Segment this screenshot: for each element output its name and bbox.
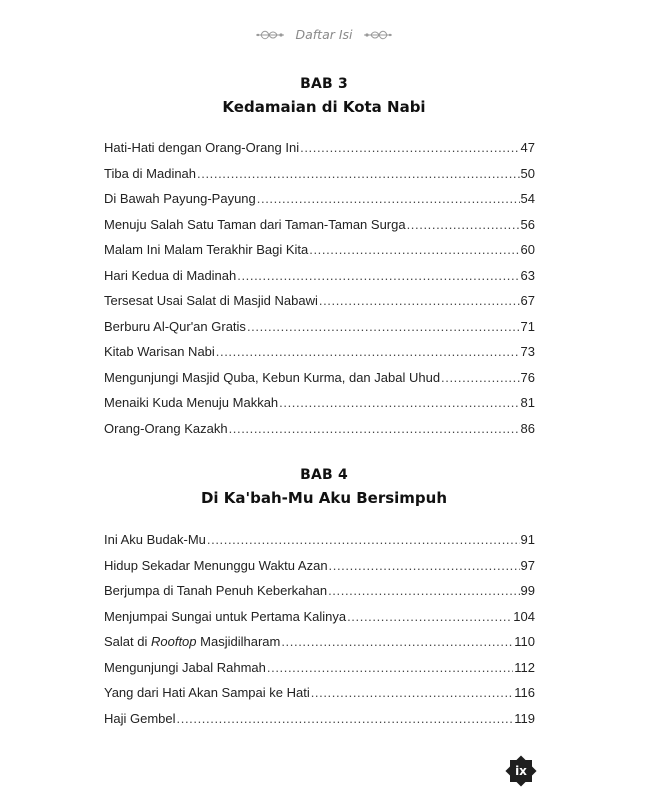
dot-leader bbox=[267, 659, 513, 677]
toc-entry[interactable] bbox=[104, 369, 535, 395]
entry-title: Malam Ini Malam Terakhir Bagi Kita bbox=[104, 242, 309, 257]
dot-leader bbox=[197, 165, 520, 183]
entry-page: 76 bbox=[520, 369, 535, 385]
entry-title: Mengunjungi Jabal Rahmah bbox=[104, 659, 266, 675]
toc-entry[interactable] bbox=[104, 557, 535, 583]
toc-entry[interactable] bbox=[104, 633, 535, 659]
dot-leader bbox=[347, 608, 512, 626]
entry-title: Haji Gembel bbox=[104, 710, 176, 726]
entry-title: Tiba di Madinah bbox=[104, 165, 197, 181]
dot-leader bbox=[311, 684, 514, 702]
dot-leader bbox=[329, 557, 520, 575]
toc-entry[interactable] bbox=[104, 608, 535, 634]
entry-page: 116 bbox=[514, 685, 535, 700]
dot-leader bbox=[279, 394, 519, 412]
toc-entry[interactable] bbox=[104, 318, 535, 344]
entry-page: 47 bbox=[520, 140, 535, 155]
toc-entry[interactable] bbox=[104, 710, 535, 736]
entry-page: 97 bbox=[520, 557, 535, 573]
entry-page: 63 bbox=[520, 267, 535, 283]
entry-title: Hidup Sekadar Menunggu Waktu Azan bbox=[104, 557, 328, 573]
entry-title: Di Bawah Payung-Payung bbox=[104, 191, 256, 206]
entry-title: Berjumpa di Tanah Penuh Keberkahan bbox=[104, 583, 328, 598]
entry-page: 91 bbox=[520, 532, 535, 547]
dot-leader bbox=[247, 318, 520, 336]
dot-leader bbox=[177, 710, 514, 728]
page-number-badge bbox=[503, 753, 539, 789]
chapter-heading-3 bbox=[0, 76, 648, 116]
entry-page: 81 bbox=[520, 395, 535, 410]
entry-title: Kitab Warisan Nabi bbox=[104, 344, 215, 359]
entry-title: Tersesat Usai Salat di Masjid Nabawi bbox=[104, 293, 318, 308]
entry-title: Menaiki Kuda Menuju Makkah bbox=[104, 395, 279, 410]
entry-title: Hari Kedua di Madinah bbox=[104, 267, 237, 283]
toc-entry[interactable] bbox=[104, 241, 535, 267]
toc-entry[interactable] bbox=[104, 139, 535, 165]
dot-leader bbox=[441, 369, 519, 387]
toc-entry[interactable] bbox=[104, 394, 535, 420]
entry-title: Mengunjungi Masjid Quba, Kebun Kurma, dan Jabal Uhud bbox=[104, 369, 441, 385]
dot-leader bbox=[229, 420, 520, 438]
entry-page: 99 bbox=[520, 583, 535, 598]
chapter-title: Di Ka'bah-Mu Aku Bersimpuh bbox=[200, 489, 448, 507]
entry-title-italic: Rooftop bbox=[150, 634, 197, 649]
dot-leader bbox=[309, 241, 519, 259]
dot-leader bbox=[328, 582, 519, 600]
running-header bbox=[0, 27, 648, 42]
dot-leader bbox=[300, 139, 519, 157]
dot-leader bbox=[407, 216, 520, 234]
entry-page: 73 bbox=[520, 344, 535, 359]
dot-leader bbox=[281, 633, 513, 651]
toc-entry[interactable] bbox=[104, 292, 535, 318]
dot-leader bbox=[216, 343, 520, 361]
entry-title-prefix: Salat di bbox=[104, 634, 151, 649]
page-number: ix bbox=[515, 764, 527, 778]
toc-entry[interactable] bbox=[104, 659, 535, 685]
entry-page: 104 bbox=[513, 608, 535, 624]
entry-page: 50 bbox=[520, 165, 535, 181]
entry-title bbox=[104, 633, 280, 651]
left-ornament-icon bbox=[255, 28, 285, 42]
toc-list-chapter-4 bbox=[104, 531, 535, 735]
entry-page: 119 bbox=[514, 710, 535, 726]
entry-title: Yang dari Hati Akan Sampai ke Hati bbox=[104, 685, 310, 700]
entry-page: 112 bbox=[514, 659, 535, 675]
toc-entry[interactable] bbox=[104, 531, 535, 557]
toc-entry[interactable] bbox=[104, 267, 535, 293]
dot-leader bbox=[207, 531, 520, 549]
entry-title: Menuju Salah Satu Taman dari Taman-Taman Surga bbox=[104, 216, 406, 232]
chapter-title: Kedamaian di Kota Nabi bbox=[222, 98, 426, 116]
entry-page: 60 bbox=[520, 242, 535, 257]
toc-entry[interactable] bbox=[104, 343, 535, 369]
running-title: Daftar Isi bbox=[295, 27, 353, 42]
dot-leader bbox=[319, 292, 520, 310]
toc-entry[interactable] bbox=[104, 190, 535, 216]
right-ornament-icon bbox=[363, 28, 393, 42]
chapter-heading-4 bbox=[0, 467, 648, 507]
entry-page: 71 bbox=[520, 318, 535, 334]
entry-page: 56 bbox=[520, 216, 535, 232]
entry-title: Ini Aku Budak-Mu bbox=[104, 532, 206, 547]
toc-entry[interactable] bbox=[104, 216, 535, 242]
entry-page: 54 bbox=[520, 191, 535, 206]
chapter-label: BAB 3 bbox=[300, 76, 348, 92]
dot-leader bbox=[257, 190, 520, 208]
toc-entry[interactable] bbox=[104, 165, 535, 191]
dot-leader bbox=[237, 267, 519, 285]
entry-title-suffix: Masjidilharam bbox=[196, 634, 281, 649]
entry-title: Orang-Orang Kazakh bbox=[104, 420, 228, 436]
toc-entry[interactable] bbox=[104, 684, 535, 710]
toc-entry[interactable] bbox=[104, 420, 535, 446]
toc-list-chapter-3 bbox=[104, 139, 535, 445]
entry-title: Berburu Al-Qur'an Gratis bbox=[104, 318, 246, 334]
entry-title: Hati-Hati dengan Orang-Orang Ini bbox=[104, 140, 300, 155]
entry-title: Menjumpai Sungai untuk Pertama Kalinya bbox=[104, 608, 347, 624]
entry-page: 110 bbox=[514, 634, 535, 649]
entry-page: 67 bbox=[520, 293, 535, 308]
toc-entry[interactable] bbox=[104, 582, 535, 608]
chapter-label: BAB 4 bbox=[300, 467, 348, 483]
entry-page: 86 bbox=[520, 420, 535, 436]
